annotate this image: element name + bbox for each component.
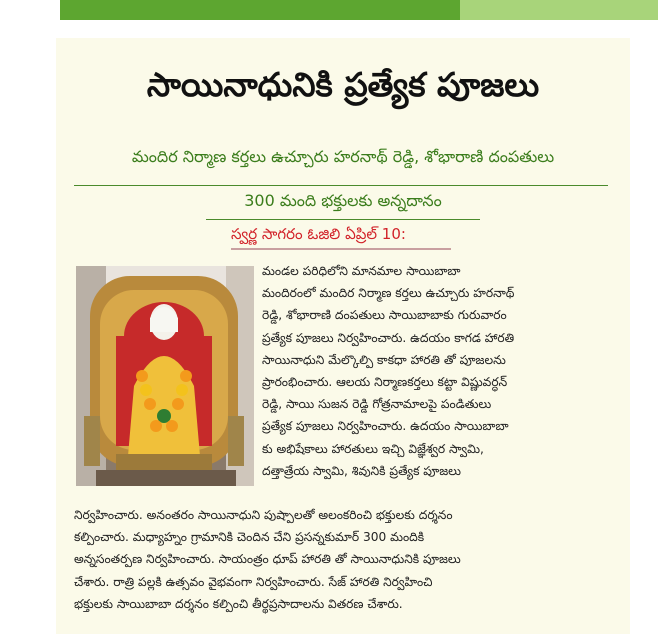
body-line: ప్రత్యేక పూజలు నిర్వహించారు. ఉదయం సాయిబాబా [262,419,509,434]
body-line: కల్పించారు. మధ్యాహ్నం గ్రామానికి చెందిన చేని ప్రసన్నకుమార్ 300 మందికి [74,530,425,545]
article-body-top [262,260,634,482]
newspaper-clipping [56,38,630,634]
body-line: ప్రారంభించారు. ఆలయ నిర్మాణకర్తలు కట్టా విష్ణువర్ధన్ [262,375,508,390]
body-line: ప్రత్యేక పూజలు నిర్వహించారు. ఉదయం కాగడ హారతి [262,330,515,345]
body-line: చేశారు. రాత్రి పల్లకి ఉత్సవం వైభవంగా నిర్వహించారు. సేజ్ హారతి నిర్వహించి [74,574,433,589]
dateline: స్వర్ణ సాగరం ఓజిలి ఏప్రిల్ 10: [231,225,406,243]
divider-rule [74,185,608,186]
subheadline-2: 300 మంది భక్తులకు అన్నదానం [244,191,442,210]
body-line: దత్తాత్రేయ స్వామి, శివునికి ప్రత్యేక పూజలు [262,463,462,478]
body-line: రెడ్డి, సాయి సుజన రెడ్డి గోత్రనామాలపై పండితులు [262,397,492,412]
divider-rule [206,219,480,220]
headline: సాయినాధునికి ప్రత్యేక పూజలు [146,65,540,104]
top-banner-light [460,0,658,20]
body-line: కు అభిషేకాలు హారతులు ఇచ్చి విజ్ఞేశ్వర స్వామి, [262,441,484,456]
body-line: మందిరంలో మందిర నిర్మాణ కర్తలు ఉచ్చూరు హరనాథ్ [262,286,515,301]
body-line: అన్నసంతర్పణ నిర్వహించారు. సాయంత్రం ధూప్ హారతి తో సాయినాధునికి పూజలు [74,552,461,567]
subheadline: మందిర నిర్మాణ కర్తలు ఉచ్చూరు హరనాథ్ రెడ్డి, శోభారాణి దంపతులు [131,147,555,166]
body-line: భక్తులకు సాయిబాబా దర్శనం కల్పించి తీర్థప్రసాదాలను వితరణ చేశారు. [74,596,403,611]
body-line: నిర్వహించారు. అనంతరం సాయినాధుని పుష్పాలతో అలంకరించి భక్తులకు దర్శనం [74,508,453,522]
body-line: సాయినాధుని మేల్కొల్పి కాకధా హారతి తో పూజలను [262,352,506,367]
body-line: రెడ్డి, శోభారాణి దంపతులు సాయిబాబాకు గురువారం [262,308,507,323]
article-body-bottom [74,504,634,615]
sai-baba-idol-photo [76,266,254,486]
dateline-underline [231,248,451,250]
body-line: మండల పరిధిలోని మానమాల సాయిబాబా [262,264,461,278]
top-banner-dark [60,0,460,20]
